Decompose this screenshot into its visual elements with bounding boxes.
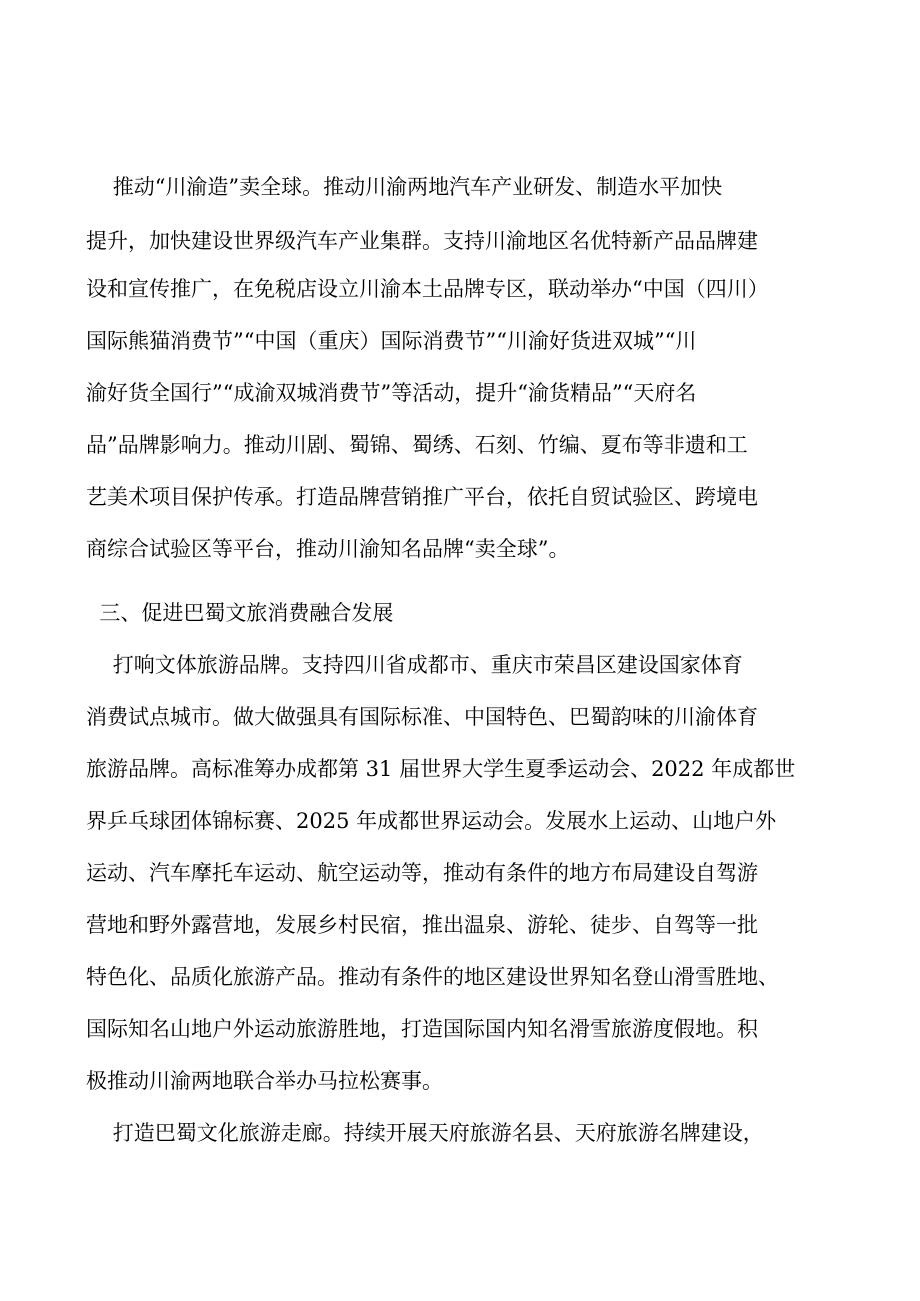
text-line: 消费试点城市。做大做强具有国际标准、中国特色、巴蜀韵味的川渝体育 [86,705,758,729]
text-line: 旅游品牌。高标准筹办成都第 31 届世界大学生夏季运动会、2022 年成都世 [86,757,796,781]
text-line: 设和宣传推广，在免税店设立川渝本土品牌专区，联动举办“中国（四川） [86,277,769,301]
text-line: 特色化、品质化旅游产品。推动有条件的地区建设世界知名登山滑雪胜地、 [86,965,779,989]
text-line: 打响文体旅游品牌。支持四川省成都市、重庆市荣昌区建设国家体育 [86,653,743,677]
text-line: 提升，加快建设世界级汽车产业集群。支持川渝地区名优特新产品品牌建 [86,229,758,253]
text-line: 营地和野外露营地，发展乡村民宿，推出温泉、游轮、徒步、自驾等一批 [86,913,758,937]
text-line: 国际知名山地户外运动旅游胜地，打造国际国内知名滑雪旅游度假地。积 [86,1017,758,1041]
section-heading: 三、促进巴蜀文旅消费融合发展 [86,601,394,625]
text-line: 国际熊猫消费节”“中国（重庆）国际消费节”“川渝好货进双城”“川 [86,329,697,353]
text-line: 商综合试验区等平台，推动川渝知名品牌“卖全球”。 [86,537,570,561]
text-line: 极推动川渝两地联合举办马拉松赛事。 [86,1069,443,1093]
text-line: 打造巴蜀文化旅游走廊。持续开展天府旅游名县、天府旅游名牌建设， [86,1121,764,1145]
text-line: 品”品牌影响力。推动川剧、蜀锦、蜀绣、石刻、竹编、夏布等非遗和工 [86,433,748,457]
text-line: 渝好货全国行”“成渝双城消费节”等活动，提升“渝货精品”“天府名 [86,381,697,405]
text-line: 艺美术项目保护传承。打造品牌营销推广平台，依托自贸试验区、跨境电 [86,485,758,509]
text-line: 推动“川渝造”卖全球。推动川渝两地汽车产业研发、制造水平加快 [86,175,723,199]
text-line: 运动、汽车摩托车运动、航空运动等，推动有条件的地方布局建设自驾游 [86,861,758,885]
text-line: 界乒乓球团体锦标赛、2025 年成都世界运动会。发展水上运动、山地户外 [86,809,777,833]
